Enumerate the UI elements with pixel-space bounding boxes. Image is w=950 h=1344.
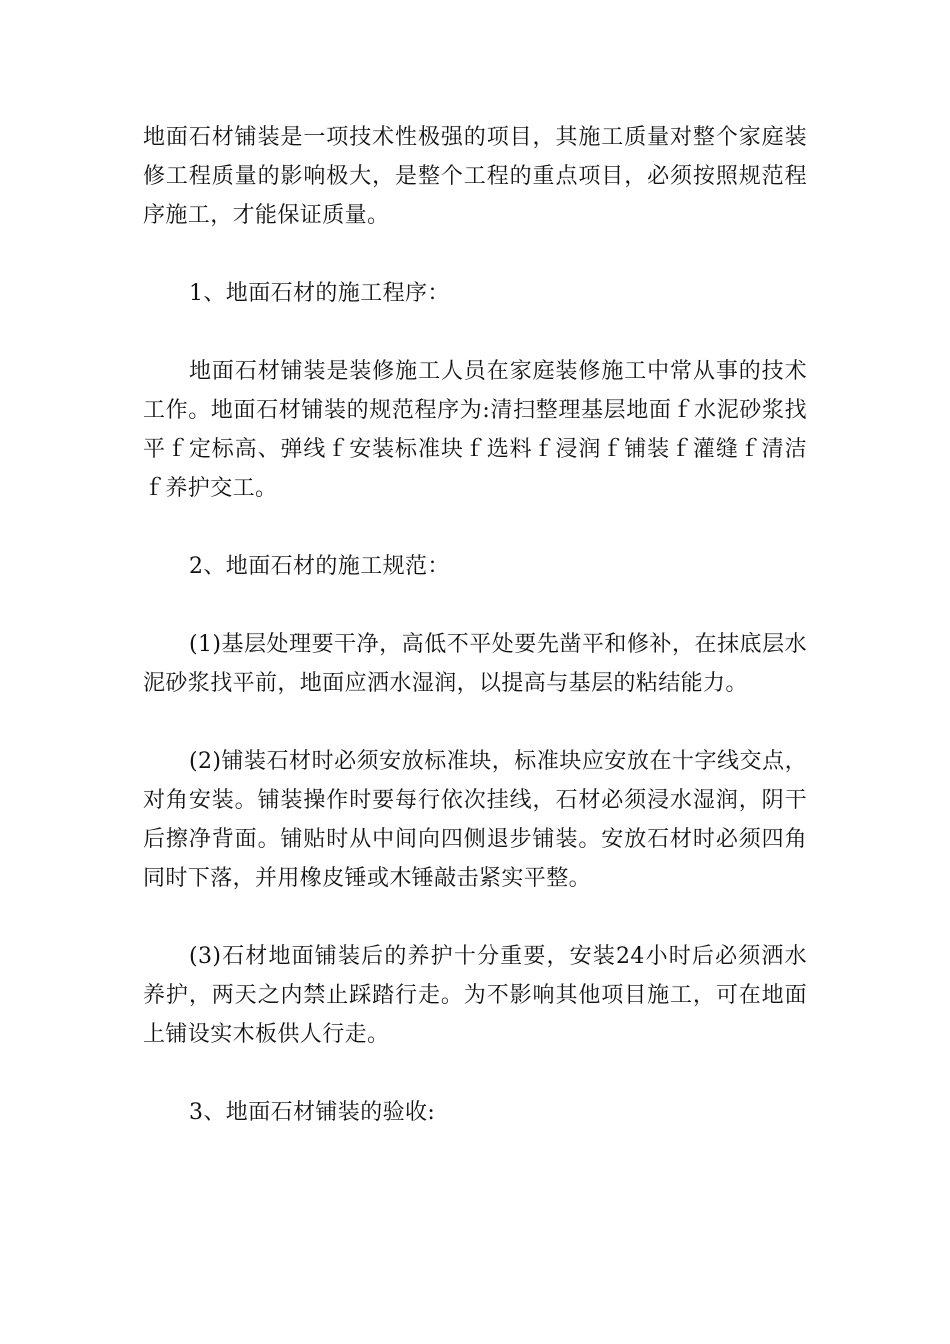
paragraph-gap bbox=[143, 703, 807, 742]
section-heading-acceptance: 3、地面石材铺装的验收: bbox=[189, 1100, 436, 1125]
spec-item-1: (1)基层处理要干净，高低不平处要先凿平和修补，在抹底层水泥砂浆找平前，地面应洒水湿润，以提高与基层的粘结能力。 bbox=[143, 632, 807, 696]
section-heading-specification: 2、地面石材的施工规范： bbox=[189, 554, 450, 579]
paragraph-gap bbox=[143, 508, 807, 547]
paragraph-gap bbox=[143, 313, 807, 352]
paragraph-gap bbox=[143, 235, 807, 274]
spec-item-2: (2)铺装石材时必须安放标准块，标准块应安放在十字线交点，对角安装。铺装操作时要每行依次挂线，石材必须浸水湿润，阴干后擦净背面。铺贴时从中间向四侧退步铺装。安放石材时必须四角同时下落，并用橡皮锤或木锤敲击紧实平整。 bbox=[143, 749, 807, 891]
section-heading-procedure: 1、地面石材的施工程序： bbox=[189, 281, 450, 306]
document-page bbox=[143, 118, 807, 1132]
procedure-paragraph: 地面石材铺装是装修施工人员在家庭装修施工中常从事的技术工作。地面石材铺装的规范程序为:清扫整理基层地面ｆ水泥砂浆找平ｆ定标高、弹线ｆ安装标准块ｆ选料ｆ浸润ｆ铺装ｆ灌缝ｆ清洁ｆ养护交工。 bbox=[143, 359, 807, 501]
paragraph-gap bbox=[143, 586, 807, 625]
paragraph-gap bbox=[143, 898, 807, 937]
intro-paragraph: 地面石材铺装是一项技术性极强的项目，其施工质量对整个家庭装修工程质量的影响极大，是整个工程的重点项目，必须按照规范程序施工，才能保证质量。 bbox=[143, 125, 807, 228]
spec-item-3: (3)石材地面铺装后的养护十分重要，安装24小时后必须洒水养护，两天之内禁止踩踏行走。为不影响其他项目施工，可在地面上铺设实木板供人行走。 bbox=[143, 944, 807, 1047]
paragraph-gap bbox=[143, 1054, 807, 1093]
